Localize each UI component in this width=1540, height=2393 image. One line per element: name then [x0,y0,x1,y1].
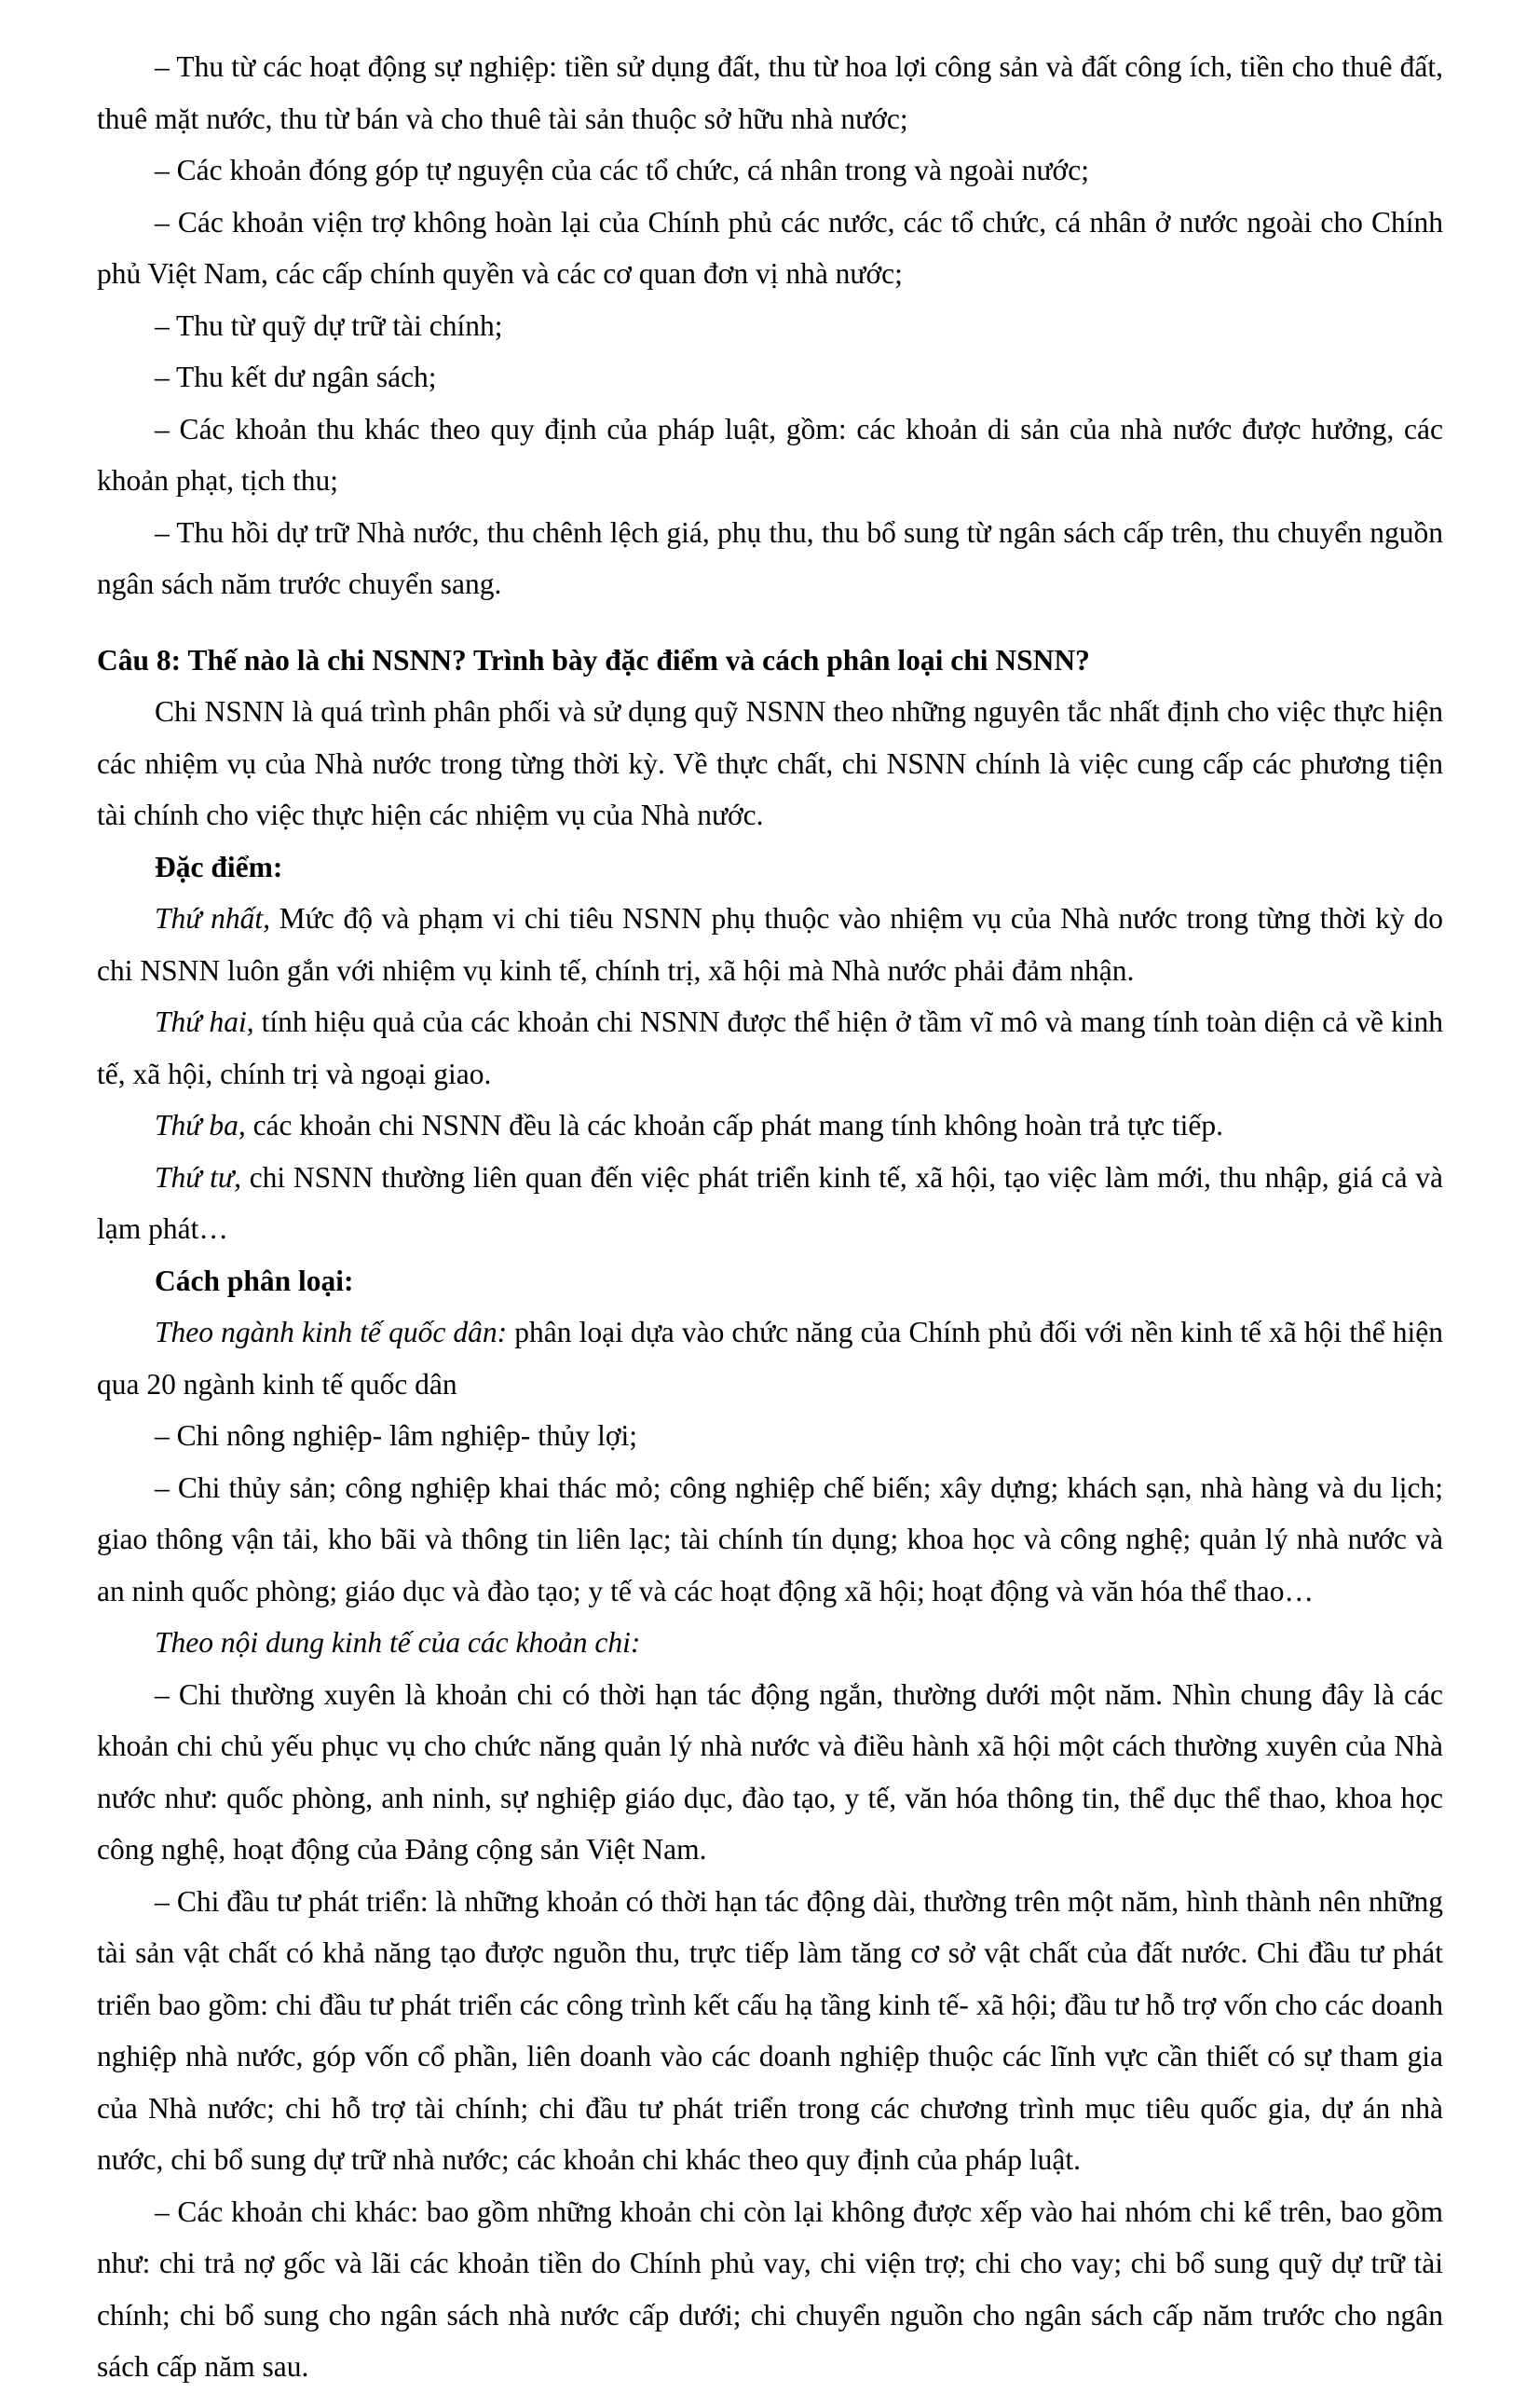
subheading-cach-phan-loai: Cách phân loại: [155,1264,354,1297]
section-heading-question-8: Câu 8: Thế nào là chi NSNN? Trình bày đặc điểm và cách phân loại chi NSNN? [97,643,1090,677]
document-body [97,41,1443,2393]
paragraph [97,1152,1443,1255]
paragraph-text: phân loại dựa vào chức năng của Chính phủ đối với nền kinh tế xã hội thể hiện qua 20 ngành kinh tế quốc dân [97,1316,1444,1401]
subheading-dac-diem: Đặc điểm: [155,850,283,883]
paragraph: Chi NSNN là quá trình phân phối và sử dụng quỹ NSNN theo những nguyên tắc nhất định cho việc thực hiện các nhiệm vụ của Nhà nước trong từng thời kỳ. Về thực chất, chi NSNN chính là việc cung cấp các phương tiện tài chính cho việc thực hiện các nhiệm vụ của Nhà nước. [97,695,1443,831]
list-item: – Thu kết dư ngân sách; [155,361,437,393]
italic-lead: Thứ nhất, [155,902,271,935]
paragraph [97,1306,1443,1410]
paragraph-text: Mức độ và phạm vi chi tiêu NSNN phụ thuộc vào nhiệm vụ của Nhà nước trong từng thời kỳ do chi NSNN luôn gắn với nhiệm vụ kinh tế, chính trị, xã hội mà Nhà nước phải đảm nhận. [97,902,1443,987]
list-item: – Các khoản đóng góp tự nguyện của các tổ chức, cá nhân trong và ngoài nước; [155,154,1089,186]
paragraph [97,1100,1443,1152]
italic-line: Theo nội dung kinh tế của các khoản chi: [155,1626,641,1659]
list-item: – Chi thường xuyên là khoản chi có thời hạn tác động ngắn, thường dưới một năm. Nhìn chung đây là các khoản chi chủ yếu phục vụ cho chức năng quản lý nhà nước và điều hành xã hội một cách thường xuyên của Nhà nước như: quốc phòng, anh ninh, sự nghiệp giáo dục, đào tạo, y tế, văn hóa thông tin, thể dục thể thao, khoa học công nghệ, hoạt động của Đảng cộng sản Việt Nam. [97,1677,1443,1866]
list-item: – Chi thủy sản; công nghiệp khai thác mỏ; công nghiệp chế biến; xây dựng; khách sạn, nhà hàng và du lịch; giao thông vận tải, kho bãi và thông tin liên lạc; tài chính tín dụng; khoa học và công nghệ; quản lý nhà nước và an ninh quốc phòng; giáo dục và đào tạo; y tế và các hoạt động xã hội; hoạt động và văn hóa thể thao… [97,1470,1443,1607]
list-item: – Các khoản chi khác: bao gồm những khoản chi còn lại không được xếp vào hai nhóm chi kể trên, bao gồm như: chi trả nợ gốc và lãi các khoản tiền do Chính phủ vay, chi viện trợ; chi cho vay; chi bổ sung quỹ dự trữ tài chính; chi bổ sung cho ngân sách nhà nước cấp dưới; chi chuyển nguồn cho ngân sách cấp năm trước cho ngân sách cấp năm sau. [97,2195,1443,2383]
list-item: – Chi đầu tư phát triển: là những khoản có thời hạn tác động dài, thường trên một năm, hình thành nên những tài sản vật chất có khả năng tạo được nguồn thu, trực tiếp làm tăng cơ sở vật chất của đất nước. Chi đầu tư phát triển bao gồm: chi đầu tư phát triển các công trình kết cấu hạ tầng kinh tế- xã hội; đầu tư hỗ trợ vốn cho các doanh nghiệp nhà nước, góp vốn cổ phần, liên doanh vào các doanh nghiệp thuộc các lĩnh vực cần thiết có sự tham gia của Nhà nước; chi hỗ trợ tài chính; chi đầu tư phát triển trong các chương trình mục tiêu quốc gia, dự án nhà nước, chi bổ sung dự trữ nhà nước; các khoản chi khác theo quy định của pháp luật. [97,1884,1443,2176]
italic-lead: Thứ hai, [155,1005,254,1038]
paragraph-text: tính hiệu quả của các khoản chi NSNN được thể hiện ở tầm vĩ mô và mang tính toàn diện cả về kinh tế, xã hội, chính trị và ngoại giao. [97,1005,1443,1090]
list-item: – Các khoản viện trợ không hoàn lại của Chính phủ các nước, các tổ chức, cá nhân ở nước ngoài cho Chính phủ Việt Nam, các cấp chính quyền và các cơ quan đơn vị nhà nước; [97,205,1443,290]
paragraph [97,893,1443,996]
paragraph-text: chi NSNN thường liên quan đến việc phát triển kinh tế, xã hội, tạo việc làm mới, thu nhập, giá cả và lạm phát… [97,1160,1443,1245]
italic-lead: Theo ngành kinh tế quốc dân: [155,1316,508,1348]
italic-lead: Thứ tư, [155,1160,241,1194]
list-item: – Thu từ các hoạt động sự nghiệp: tiền sử dụng đất, thu từ hoa lợi công sản và đất công ích, tiền cho thuê đất, thuê mặt nước, thu từ bán và cho thuê tài sản thuộc sở hữu nhà nước; [97,50,1443,135]
paragraph [97,996,1443,1100]
paragraph-text: các khoản chi NSNN đều là các khoản cấp phát mang tính không hoàn trả tực tiếp. [245,1109,1223,1142]
list-item: – Thu từ quỹ dự trữ tài chính; [155,308,503,342]
list-item: – Các khoản thu khác theo quy định của pháp luật, gồm: các khoản di sản của nhà nước được hưởng, các khoản phạt, tịch thu; [97,412,1443,497]
italic-lead: Thứ ba, [155,1109,246,1142]
list-item: – Chi nông nghiệp- lâm nghiệp- thủy lợi; [155,1419,637,1452]
list-item: – Thu hồi dự trữ Nhà nước, thu chênh lệch giá, phụ thu, thu bổ sung từ ngân sách cấp trên, thu chuyển nguồn ngân sách năm trước chuyển sang. [97,515,1443,600]
